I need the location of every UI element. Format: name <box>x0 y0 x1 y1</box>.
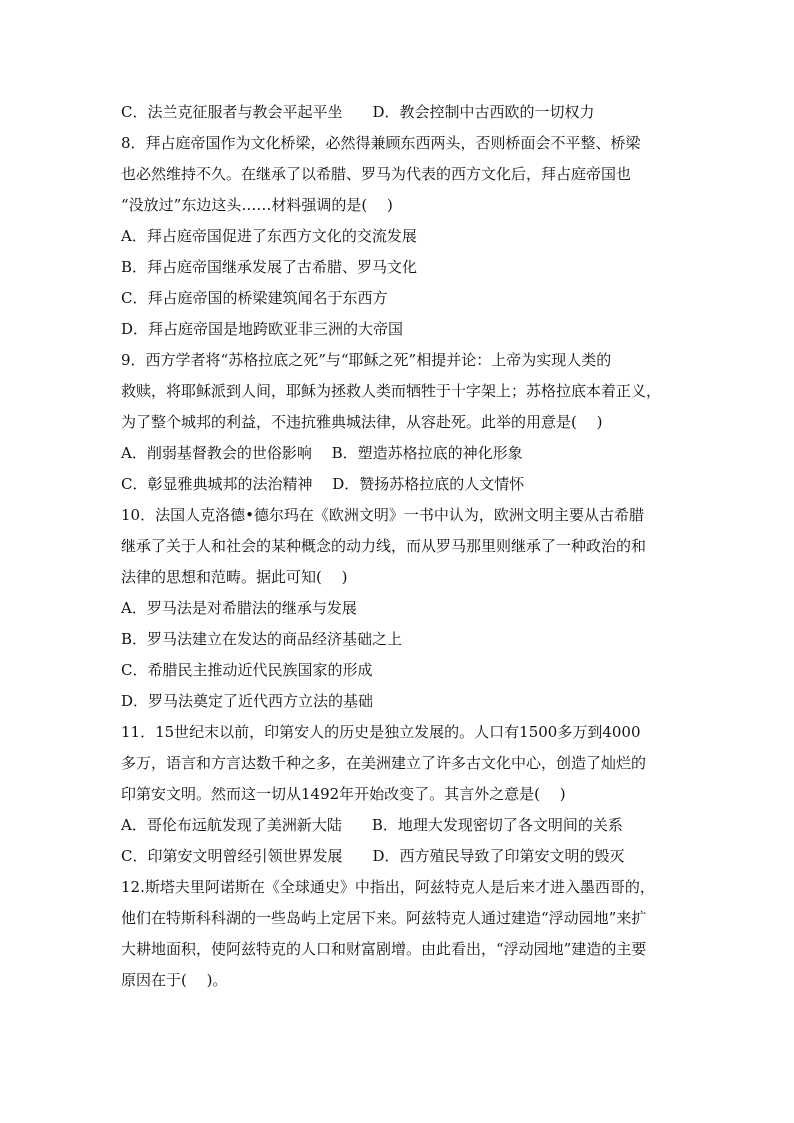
question-11-stem: 11．15世纪末以前，印第安人的历史是独立发展的。人口有1500多万到4000 <box>121 723 641 741</box>
question-12-stem: 12.斯塔夫里阿诺斯在《全球通史》中指出，阿兹特克人是后来才进入墨西哥的， <box>121 878 655 896</box>
question-8-option-d: D．拜占庭帝国是地跨欧亚非三洲的大帝国 <box>121 320 404 338</box>
option-line: C．法兰克征服者与教会平起平坐 D．教会控制中古西欧的一切权力 <box>121 103 595 121</box>
question-9-options-ab: A．削弱基督教会的世俗影响 B．塑造苏格拉底的神化形象 <box>121 444 523 462</box>
question-12-stem: 原因在于( )。 <box>121 971 228 989</box>
question-11-stem: 印第安文明。然而这一切从1492年开始改变了。其言外之意是( ) <box>121 785 566 803</box>
question-10-option-d: D．罗马法奠定了近代西方立法的基础 <box>121 692 374 710</box>
question-9-options-cd: C．彰显雅典城邦的法治精神 D．赞扬苏格拉底的人文情怀 <box>121 475 525 493</box>
question-10-option-b: B．罗马法建立在发达的商品经济基础之上 <box>121 630 403 648</box>
question-10-option-a: A．罗马法是对希腊法的继承与发展 <box>121 599 357 617</box>
question-12-stem: 他们在特斯科科湖的一些岛屿上定居下来。阿兹特克人通过建造“浮动园地”来扩 <box>121 909 647 927</box>
question-8-stem: 也必然维持不久。在继承了以希腊、罗马为代表的西方文化后，拜占庭帝国也 <box>121 165 632 183</box>
question-10-stem: 继承了关于人和社会的某种概念的动力线，而从罗马那里则继承了一种政治的和 <box>121 537 647 555</box>
question-10-stem: 法律的思想和范畴。据此可知( ) <box>121 568 348 586</box>
question-8-stem: “没放过”东边这头……材料强调的是( ) <box>121 196 393 214</box>
question-11-options-ab: A．哥伦布远航发现了美洲新大陆 B．地理大发现密切了各文明间的关系 <box>121 816 623 834</box>
question-9-stem: 9．西方学者将“苏格拉底之死”与“耶稣之死”相提并论：上帝为实现人类的 <box>121 351 612 369</box>
question-8-option-a: A．拜占庭帝国促进了东西方文化的交流发展 <box>121 227 417 245</box>
question-12-stem: 大耕地面积，使阿兹特克的人口和财富剧增。由此看出，“浮动园地”建造的主要 <box>121 940 647 958</box>
question-9-stem: 救赎，将耶稣派到人间，耶稣为拯救人类而牺牲于十字架上；苏格拉底本着正义， <box>121 382 662 400</box>
question-8-stem: 8．拜占庭帝国作为文化桥梁，必然得兼顾东西两头，否则桥面会不平整、桥梁 <box>121 134 641 152</box>
question-10-stem: 10．法国人克洛德•德尔玛在《欧洲文明》一书中认为，欧洲文明主要从古希腊 <box>121 506 644 524</box>
question-8-option-b: B．拜占庭帝国继承发展了古希腊、罗马文化 <box>121 258 418 276</box>
question-text-block <box>121 97 677 996</box>
question-11-stem: 多万，语言和方言达数千种之多，在美洲建立了许多古文化中心，创造了灿烂的 <box>121 754 647 772</box>
question-9-stem: 为了整个城邦的利益，不违抗雅典城法律，从容赴死。此举的用意是( ) <box>121 413 603 431</box>
question-11-options-cd: C．印第安文明曾经引领世界发展 D．西方殖民导致了印第安文明的毁灭 <box>121 847 625 865</box>
question-10-option-c: C．希腊民主推动近代民族国家的形成 <box>121 661 373 679</box>
question-8-option-c: C．拜占庭帝国的桥梁建筑闻名于东西方 <box>121 289 388 307</box>
